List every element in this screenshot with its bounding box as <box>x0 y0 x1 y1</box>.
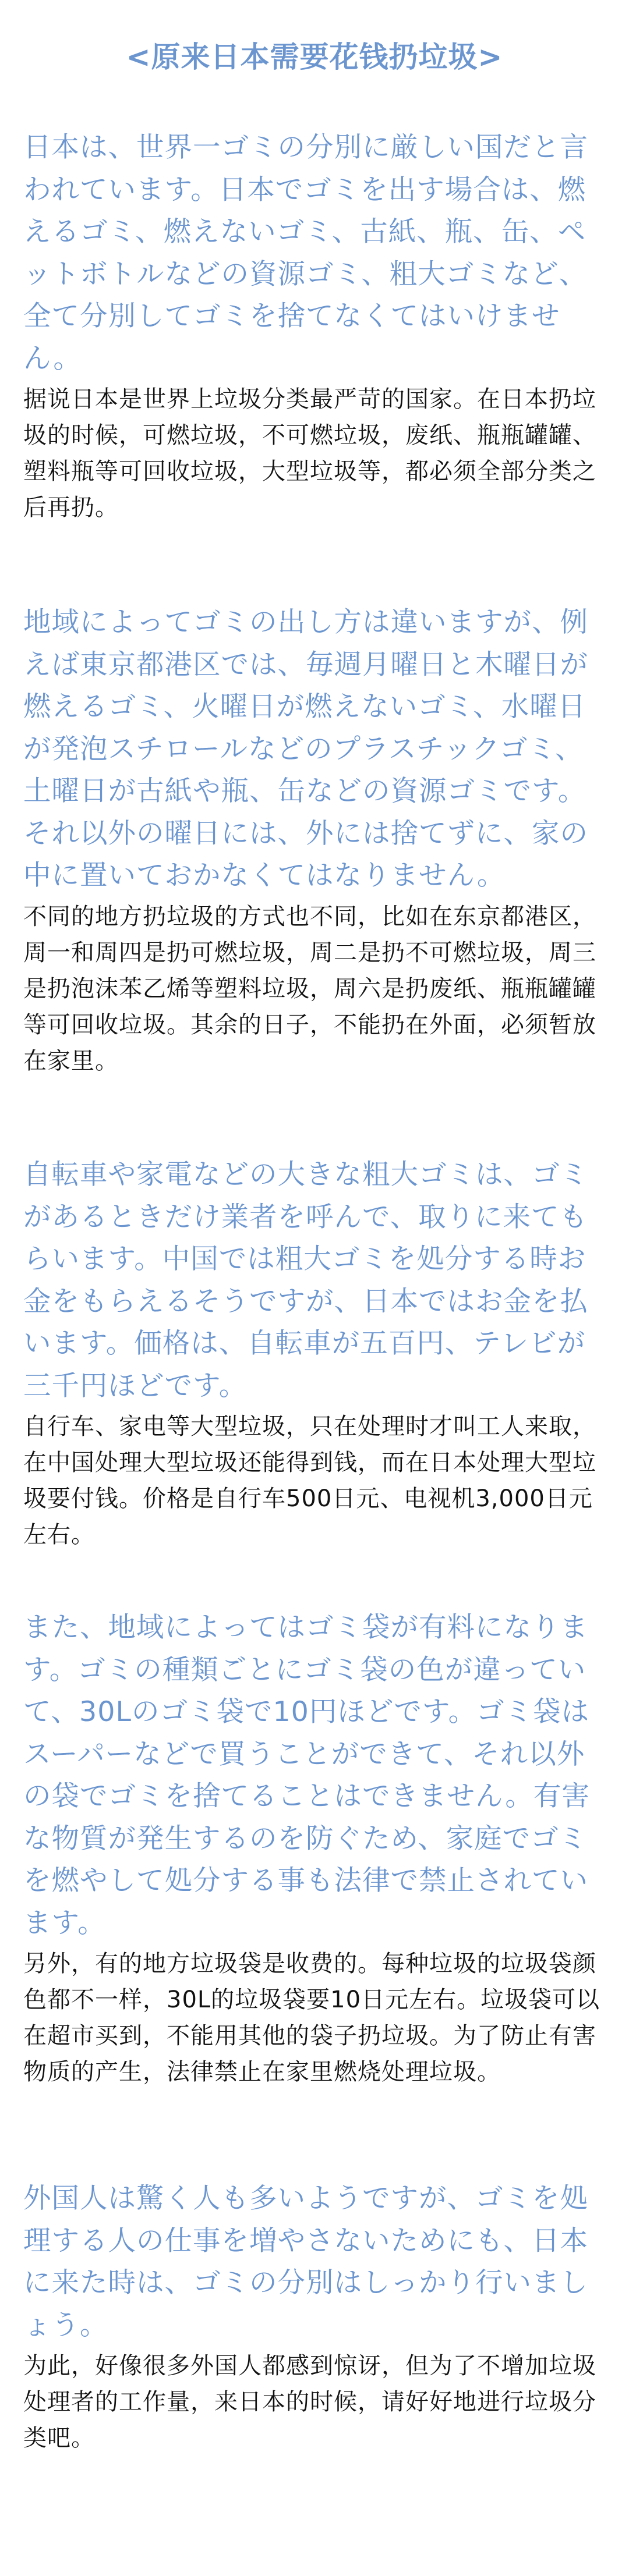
section-1 <box>23 127 606 526</box>
japanese-paragraph: 日本は、世界一ゴミの分別に厳しい国だと言われています。日本でゴミを出す場合は、燃えるゴミ、燃えないゴミ、古紙、瓶、缶、ペットボトルなどの資源ゴミ、粗大ゴミなど、全て分別してゴミを捨てなくてはいけません。 <box>23 132 588 375</box>
chinese-translation: 自行车、家电等大型垃圾，只在处理时才叫工人来取，在中国处理大型垃圾还能得到钱，而在日本处理大型垃圾要付钱。价格是自行车500日元、电视机3,000日元左右。 <box>23 1413 596 1548</box>
japanese-paragraph: また、地域によってはゴミ袋が有料になります。ゴミの種類ごとにゴミ袋の色が違っていて、30Lのゴミ袋で10円ほどです。ゴミ袋はスーパーなどで買うことができて、それ以外の袋でゴミを捨てることはできません。有害な物質が発生するのを防ぐため、家庭でゴミを燃やして処分する事も法律で禁止されています。 <box>23 1612 590 1939</box>
chinese-translation: 不同的地方扔垃圾的方式也不同，比如在东京都港区，周一和周四是扔可燃垃圾，周二是扔不可燃垃圾，周三是扔泡沫苯乙烯等塑料垃圾，周六是扔废纸、瓶瓶罐罐等可回收垃圾。其余的日子，不能扔在外面，必须暂放在家里。 <box>23 903 596 1074</box>
section-4 <box>23 1607 606 2090</box>
chinese-translation: 为此，好像很多外国人都感到惊讶，但为了不增加垃圾处理者的工作量，来日本的时候，请好好地进行垃圾分类吧。 <box>23 2353 596 2451</box>
section-5 <box>23 2178 606 2456</box>
section-2 <box>23 602 606 1079</box>
section-3 <box>23 1154 606 1553</box>
page-title: <原来日本需要花钱扔垃圾> <box>126 40 503 74</box>
japanese-paragraph: 外国人は驚く人も多いようですが、ゴミを処理する人の仕事を増やさないためにも、日本に来た時は、ゴミの分別はしっかり行いましょう。 <box>23 2183 588 2341</box>
japanese-paragraph: 地域によってゴミの出し方は違いますが、例えば東京都港区では、毎週月曜日と木曜日が燃えるゴミ、火曜日が燃えないゴミ、水曜日が発泡スチロールなどのプラスチックゴミ、土曜日が古紙や瓶、缶などの資源ゴミです。それ以外の曜日には、外には捨てずに、家の中に置いておかなくてはなりません。 <box>23 606 588 892</box>
chinese-translation: 另外，有的地方垃圾袋是收费的。每种垃圾的垃圾袋颜色都不一样，30L的垃圾袋要10日元左右。垃圾袋可以在超市买到，不能用其他的袋子扔垃圾。为了防止有害物质的产生，法律禁止在家里燃烧处理垃圾。 <box>23 1950 600 2085</box>
chinese-translation: 据说日本是世界上垃圾分类最严苛的国家。在日本扔垃圾的时候，可燃垃圾，不可燃垃圾，废纸、瓶瓶罐罐、塑料瓶等可回收垃圾，大型垃圾等，都必须全部分类之后再扔。 <box>23 386 596 521</box>
japanese-paragraph: 自転車や家電などの大きな粗大ゴミは、ゴミがあるときだけ業者を呼んで、取りに来てもらいます。中国では粗大ゴミを処分する時お金をもらえるそうですが、日本ではお金を払います。価格は、自転車が五百円、テレビが三千円ほどです。 <box>23 1159 588 1402</box>
